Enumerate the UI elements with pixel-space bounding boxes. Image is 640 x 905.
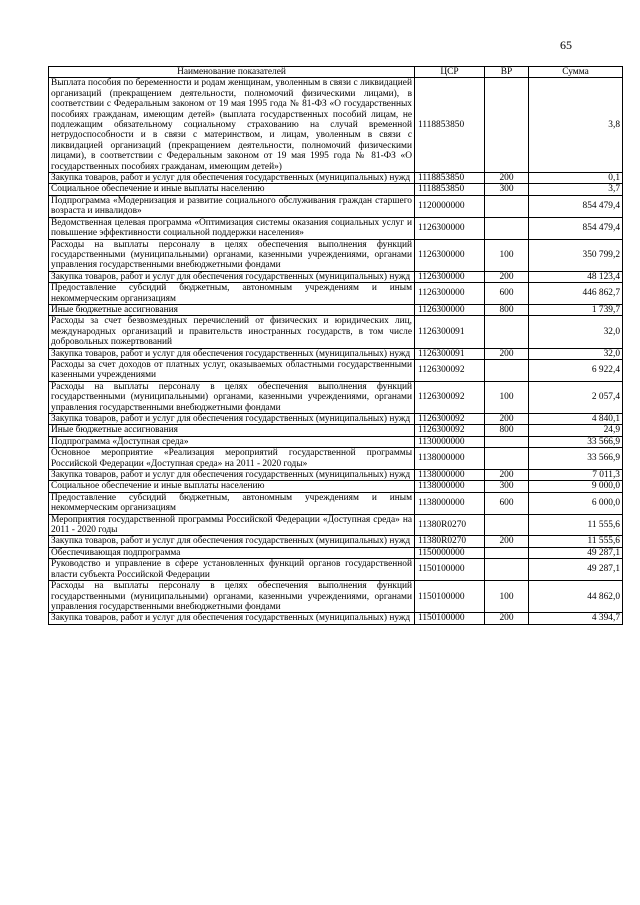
cell-vr (485, 514, 529, 536)
cell-sum: 33 566,9 (529, 436, 623, 447)
cell-name: Расходы на выплаты персоналу в целях обеспечения выполнения функций государственными (муниципальными) органами, казенными учреждениями, органами управления государственными внебюджетными фондами (49, 381, 415, 413)
cell-sum: 33 566,9 (529, 448, 623, 470)
table-row (49, 481, 623, 492)
cell-sum: 6 000,0 (529, 492, 623, 514)
cell-csr: 1126300091 (415, 348, 485, 359)
cell-csr: 1138000000 (415, 470, 485, 481)
cell-sum: 2 057,4 (529, 381, 623, 413)
table-row (49, 184, 623, 195)
table-row (49, 470, 623, 481)
cell-sum: 446 862,7 (529, 283, 623, 305)
cell-name: Мероприятия государственной программы Российской Федерации «Доступная среда» на 2011 - 2020 годы (49, 514, 415, 536)
table-row (49, 514, 623, 536)
cell-name: Обеспечивающая подпрограмма (49, 547, 415, 558)
header-csr: ЦСР (415, 67, 485, 78)
cell-csr: 1118853850 (415, 78, 485, 173)
cell-name: Руководство и управление в сфере установленных функций органов государственной власти субъекта Российской Федерации (49, 559, 415, 581)
table-row (49, 425, 623, 436)
table-body (49, 78, 623, 624)
cell-sum: 48 123,4 (529, 271, 623, 282)
cell-sum: 11 555,6 (529, 536, 623, 547)
cell-csr: 1126300000 (415, 283, 485, 305)
cell-name: Расходы за счет доходов от платных услуг, оказываемых областными государственными казенными учреждениями (49, 359, 415, 381)
cell-csr: 1126300000 (415, 239, 485, 271)
cell-sum: 44 862,0 (529, 581, 623, 613)
cell-name: Социальное обеспечение и иные выплаты населению (49, 184, 415, 195)
cell-name: Подпрограмма «Модернизация и развитие социального обслуживания граждан старшего возраста и инвалидов» (49, 195, 415, 217)
header-name: Наименование показателей (49, 67, 415, 78)
cell-csr: 1126300091 (415, 316, 485, 348)
header-sum: Сумма (529, 67, 623, 78)
cell-sum: 32,0 (529, 316, 623, 348)
cell-vr: 600 (485, 283, 529, 305)
cell-csr: 1150000000 (415, 547, 485, 558)
cell-csr: 1126300000 (415, 217, 485, 239)
cell-sum: 11 555,6 (529, 514, 623, 536)
cell-vr: 600 (485, 492, 529, 514)
table-row (49, 78, 623, 173)
cell-vr: 200 (485, 536, 529, 547)
cell-vr (485, 78, 529, 173)
cell-vr (485, 547, 529, 558)
table-row (49, 492, 623, 514)
table-row (49, 414, 623, 425)
cell-sum: 3,8 (529, 78, 623, 173)
cell-vr: 200 (485, 173, 529, 184)
cell-csr: 1126300092 (415, 381, 485, 413)
cell-sum: 4 394,7 (529, 613, 623, 624)
cell-csr: 1120000000 (415, 195, 485, 217)
table-row (49, 173, 623, 184)
cell-vr: 200 (485, 470, 529, 481)
cell-vr: 100 (485, 381, 529, 413)
cell-name: Закупка товаров, работ и услуг для обеспечения государственных (муниципальных) нужд (49, 348, 415, 359)
table-row (49, 271, 623, 282)
cell-name: Закупка товаров, работ и услуг для обеспечения государственных (муниципальных) нужд (49, 536, 415, 547)
table-row (49, 581, 623, 613)
cell-csr: 1130000000 (415, 436, 485, 447)
table-row (49, 536, 623, 547)
cell-csr: 1126300000 (415, 304, 485, 315)
cell-csr: 1150100000 (415, 559, 485, 581)
cell-csr: 1126300000 (415, 271, 485, 282)
cell-sum: 24,9 (529, 425, 623, 436)
cell-vr: 800 (485, 304, 529, 315)
cell-sum: 854 479,4 (529, 217, 623, 239)
table-row (49, 359, 623, 381)
cell-vr: 100 (485, 581, 529, 613)
cell-csr: 1150100000 (415, 581, 485, 613)
cell-csr: 1150100000 (415, 613, 485, 624)
cell-name: Расходы за счет безвозмездных перечислений от физических и юридических лиц, международных организаций и правительств иностранных государств, в том числе добровольных пожертвований (49, 316, 415, 348)
table-row (49, 613, 623, 624)
table-row (49, 436, 623, 447)
cell-vr (485, 195, 529, 217)
cell-vr (485, 316, 529, 348)
table-row (49, 547, 623, 558)
cell-csr: 1126300092 (415, 425, 485, 436)
cell-vr (485, 217, 529, 239)
cell-name: Подпрограмма «Доступная среда» (49, 436, 415, 447)
cell-sum: 49 287,1 (529, 559, 623, 581)
table-row (49, 217, 623, 239)
header-vr: ВР (485, 67, 529, 78)
cell-sum: 854 479,4 (529, 195, 623, 217)
cell-vr: 200 (485, 613, 529, 624)
cell-vr: 200 (485, 348, 529, 359)
cell-name: Ведомственная целевая программа «Оптимизация системы оказания социальных услуг и повышение эффективности социальной поддержки населения» (49, 217, 415, 239)
cell-name: Закупка товаров, работ и услуг для обеспечения государственных (муниципальных) нужд (49, 414, 415, 425)
cell-sum: 350 799,2 (529, 239, 623, 271)
cell-csr: 1126300092 (415, 359, 485, 381)
cell-name: Расходы на выплаты персоналу в целях обеспечения выполнения функций государственными (муниципальными) органами, казенными учреждениями, органами управления государственными внебюджетными фондами (49, 239, 415, 271)
table-row (49, 316, 623, 348)
table-row (49, 381, 623, 413)
cell-name: Социальное обеспечение и иные выплаты населению (49, 481, 415, 492)
cell-sum: 6 922,4 (529, 359, 623, 381)
cell-name: Закупка товаров, работ и услуг для обеспечения государственных (муниципальных) нужд (49, 470, 415, 481)
cell-vr: 200 (485, 414, 529, 425)
cell-sum: 32,0 (529, 348, 623, 359)
cell-csr: 11380R0270 (415, 514, 485, 536)
cell-vr: 100 (485, 239, 529, 271)
cell-sum: 0,1 (529, 173, 623, 184)
cell-sum: 4 840,1 (529, 414, 623, 425)
table-row (49, 239, 623, 271)
table-row (49, 283, 623, 305)
cell-sum: 7 011,3 (529, 470, 623, 481)
cell-name: Предоставление субсидий бюджетным, автономным учреждениям и иным некоммерческим организациям (49, 283, 415, 305)
cell-name: Расходы на выплаты персоналу в целях обеспечения выполнения функций государственными (муниципальными) органами, казенными учреждениями, органами управления государственными внебюджетными фондами (49, 581, 415, 613)
cell-name: Закупка товаров, работ и услуг для обеспечения государственных (муниципальных) нужд (49, 613, 415, 624)
cell-name: Закупка товаров, работ и услуг для обеспечения государственных (муниципальных) нужд (49, 173, 415, 184)
cell-name: Иные бюджетные ассигнования (49, 304, 415, 315)
cell-vr (485, 359, 529, 381)
cell-vr (485, 559, 529, 581)
cell-name: Выплата пособия по беременности и родам женщинам, уволенным в связи с ликвидацией организаций (прекращением деятельности, полномочий физическими лицами), в соответствии с Федеральным законом от 19 мая 1995 года № 81-ФЗ «О государственных пособиях гражданам, имеющим детей» (выплата государственных пособий лицам, не подлежащим обязательному социальному страхованию на случай временной нетрудоспособности и в связи с материнством, и лицам, уволенным в связи с ликвидацией организаций (прекращением деятельности, полномочий физическими лицами), в соответствии с Федеральным законом от 19 мая 1995 года № 81-ФЗ «О государственных пособиях гражданам, имеющим детей») (49, 78, 415, 173)
cell-csr: 1126300092 (415, 414, 485, 425)
cell-csr: 1118853850 (415, 184, 485, 195)
cell-name: Закупка товаров, работ и услуг для обеспечения государственных (муниципальных) нужд (49, 271, 415, 282)
table-row (49, 348, 623, 359)
cell-name: Предоставление субсидий бюджетным, автономным учреждениям и иным некоммерческим организациям (49, 492, 415, 514)
cell-csr: 1118853850 (415, 173, 485, 184)
table-header-row (49, 67, 623, 78)
table-row (49, 304, 623, 315)
cell-vr: 800 (485, 425, 529, 436)
cell-sum: 49 287,1 (529, 547, 623, 558)
cell-csr: 1138000000 (415, 492, 485, 514)
cell-vr: 300 (485, 184, 529, 195)
page-number: 65 (560, 38, 572, 52)
cell-vr (485, 448, 529, 470)
budget-table (48, 66, 623, 625)
table-row (49, 448, 623, 470)
table-row (49, 195, 623, 217)
cell-vr (485, 436, 529, 447)
cell-vr: 200 (485, 271, 529, 282)
cell-name: Иные бюджетные ассигнования (49, 425, 415, 436)
cell-vr: 300 (485, 481, 529, 492)
table-row (49, 559, 623, 581)
cell-csr: 1138000000 (415, 448, 485, 470)
cell-sum: 9 000,0 (529, 481, 623, 492)
cell-name: Основное мероприятие «Реализация мероприятий государственной программы Российской Федерации «Доступная среда» на 2011 - 2020 годы» (49, 448, 415, 470)
cell-sum: 3,7 (529, 184, 623, 195)
cell-sum: 1 739,7 (529, 304, 623, 315)
cell-csr: 1138000000 (415, 481, 485, 492)
cell-csr: 11380R0270 (415, 536, 485, 547)
